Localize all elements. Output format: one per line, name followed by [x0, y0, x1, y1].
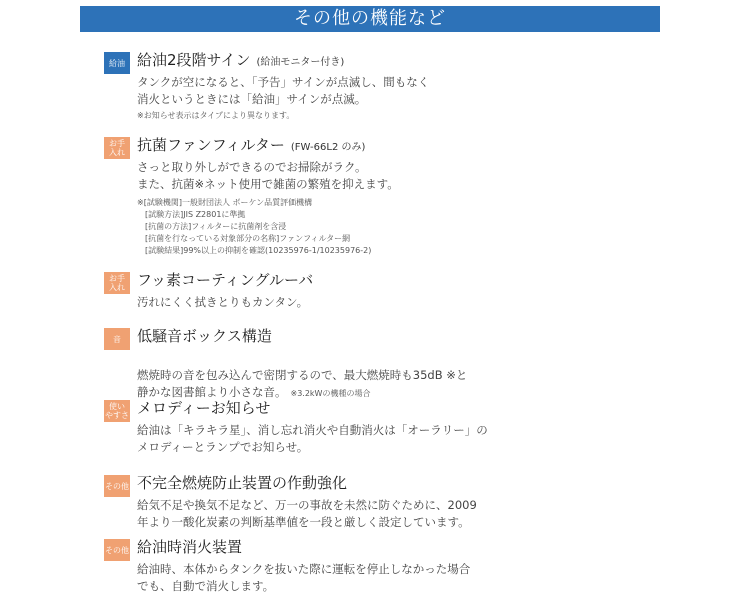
feature-body: 給気不足や換気不足など、万一の事故を未然に防ぐために、2009 年より一酸化炭素の判断基準値を一段と厳しく設定しています。	[137, 498, 477, 529]
feature-title: 給油時消火装置	[137, 538, 243, 556]
feature-body-text: 燃焼時の音を包み込んで密閉するので、最大燃焼時も35dB ※と 静かな図書館より小さな音。	[137, 368, 468, 399]
feature-inline-note: ※3.2kWの機種の場合	[290, 389, 371, 398]
feature-note: ※[試験機関]一般財団法人 ボーケン品質評価機構 [試験方法]JIS Z2801に準拠 [抗菌の方法]フィルターに抗菌剤を含浸 [抗菌を行なっている対象部分の名称]ファンフィルター網 [試験結果]99%以上の抑制を確認(10235976-1/10235976-2)	[137, 198, 372, 255]
other-badge: その他	[104, 539, 130, 561]
feature-title: メロディーお知らせ	[137, 399, 271, 417]
feature-title	[137, 135, 365, 158]
feature-title: フッ素コーティングルーバ	[137, 271, 314, 289]
feature-title	[137, 50, 344, 73]
feature-title: 不完全燃焼防止装置の作動強化	[137, 474, 348, 492]
feature-body: 給油は「キラキラ星」、消し忘れ消火や自動消火は「オーラリー」の メロディーとランプでお知らせ。	[137, 423, 488, 454]
feature-subtitle: (FW-66L2 のみ)	[290, 142, 366, 153]
feature-body	[137, 350, 537, 402]
other-badge: その他	[104, 475, 130, 497]
usability-badge: 使い やすさ	[105, 402, 129, 420]
feature-body: タンクが空になると、「予告」サインが点滅し、間もなく 消火というときには「給油」サインが点滅。	[137, 75, 430, 106]
feature-body: 汚れにくく拭きとりもカンタン。	[137, 295, 309, 309]
maintenance-badge: お手 入れ	[104, 272, 130, 294]
sound-badge: 音	[104, 328, 130, 350]
feature-title-text: 給油2段階サイン	[137, 51, 251, 69]
feature-subtitle: (給油モニター付き)	[256, 57, 345, 68]
section-banner: その他の機能など	[80, 6, 660, 32]
feature-body: さっと取り外しができるのでお掃除がラク。 また、抗菌※ネット使用で雑菌の繁殖を抑えます。	[137, 160, 399, 191]
feature-body: 給油時、本体からタンクを抜いた際に運転を停止しなかった場合 でも、自動で消火します。	[137, 562, 471, 593]
refuel-badge: 給油	[104, 52, 130, 74]
feature-title: 低騒音ボックス構造	[137, 327, 272, 345]
feature-note: ※お知らせ表示はタイプにより異なります。	[137, 111, 295, 120]
maintenance-badge: お手 入れ	[104, 137, 130, 159]
feature-title-text: 抗菌ファンフィルター	[137, 136, 285, 154]
